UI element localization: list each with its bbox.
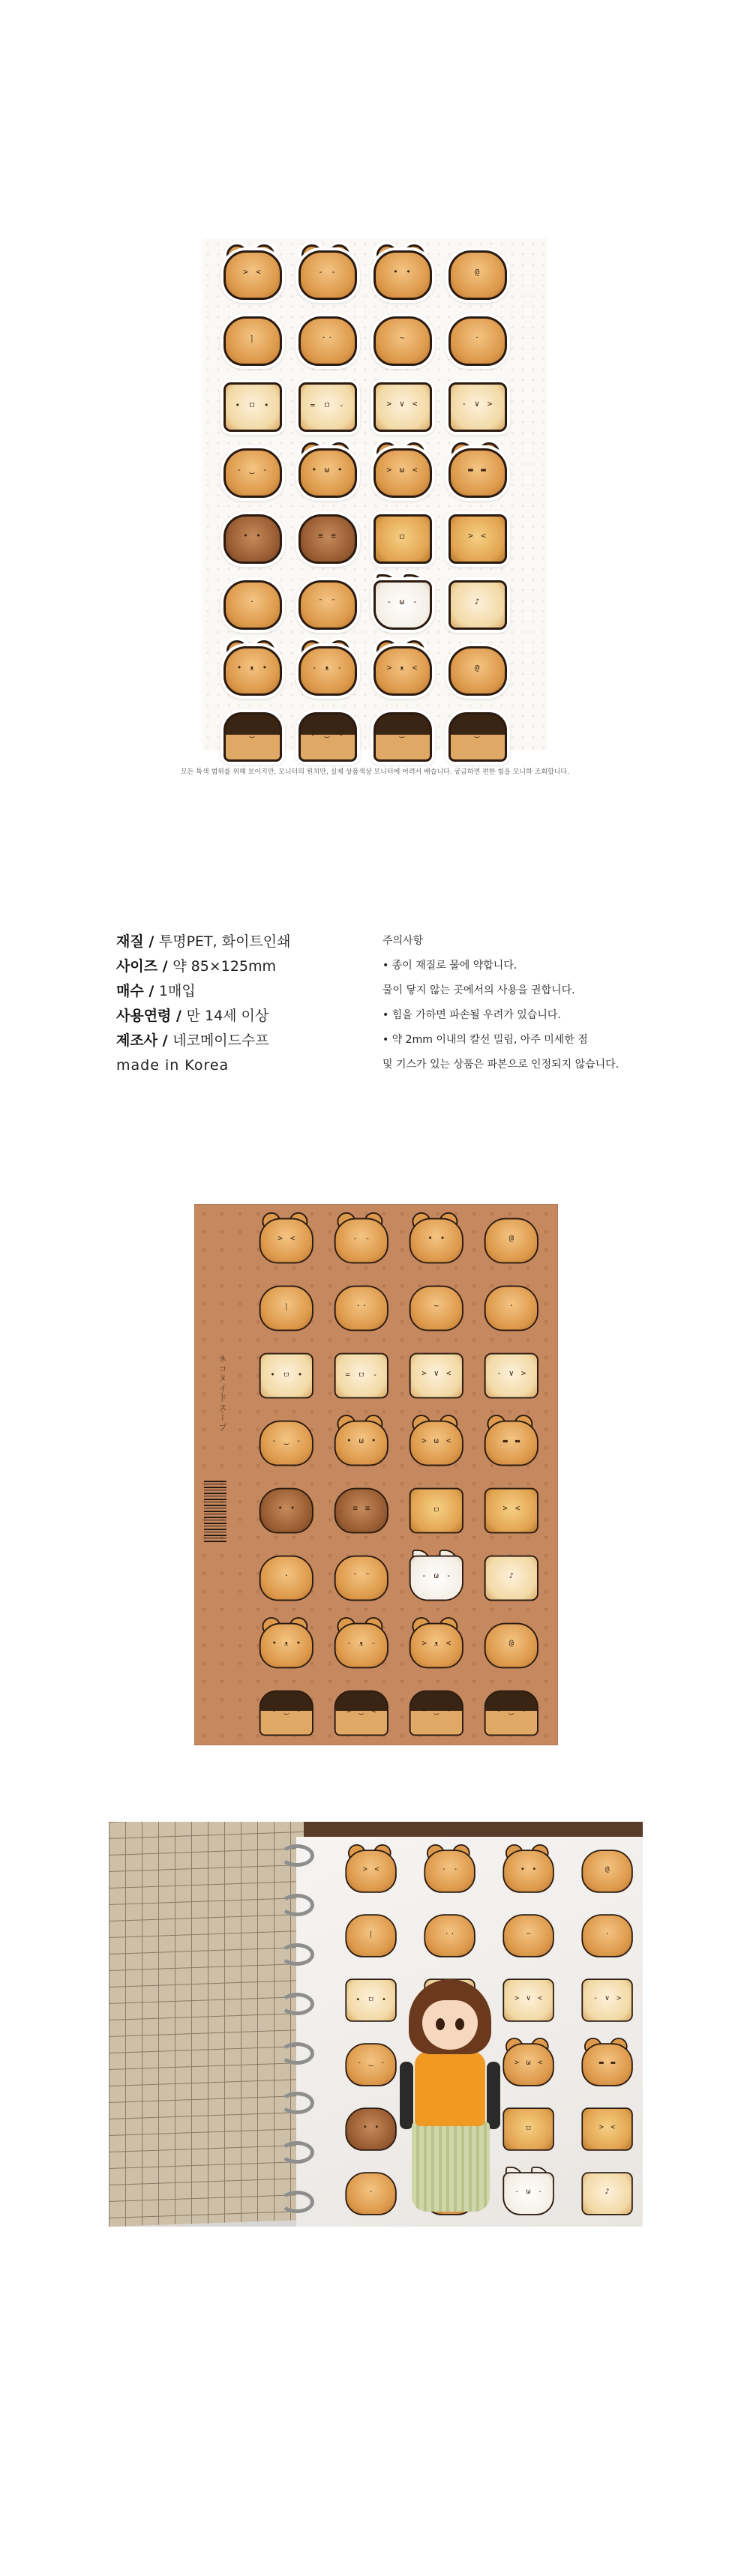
binder-ring: [280, 2092, 314, 2114]
sticker-face: > ᴥ <: [386, 663, 419, 672]
sticker-toast-icon: [444, 376, 507, 430]
sticker-face: - ∨ >: [461, 399, 494, 409]
binder-ring: [280, 2042, 314, 2065]
sticker-face: - ‿ -: [272, 1436, 303, 1445]
sticker-ears-icon: [341, 1844, 398, 1893]
sticker-round-icon: [369, 310, 432, 364]
sticker-face: - ‿ -: [236, 729, 269, 738]
sticker-face: - ‿ -: [461, 729, 494, 738]
sticker-face: ·: [368, 2187, 375, 2196]
sticker-ears-icon: [405, 1415, 465, 1466]
sticker-face: ᵔ ᵔ: [318, 597, 338, 607]
sticker-toast-icon: [480, 1550, 540, 1601]
binder-ring: [280, 1894, 314, 1916]
sticker-round-icon: [255, 1280, 315, 1331]
sticker-dark-icon: [341, 2102, 398, 2151]
sticker-face: ·: [604, 1929, 611, 1938]
sticker-face: ·: [474, 333, 482, 343]
sticker-face: > ∨ <: [422, 1368, 453, 1378]
sticker-face: ~: [399, 333, 406, 343]
sticker-face: ▬ ▬: [598, 2058, 617, 2067]
sticker-face: • ‿ •: [422, 1706, 453, 1715]
sticker-ears-icon: [330, 1617, 390, 1668]
desk-edge-graphic: [304, 1822, 643, 1838]
sticker-toastbrown-icon: [369, 508, 432, 562]
sticker-face: - ∨ >: [496, 1368, 528, 1378]
figurine-arm: [487, 2062, 500, 2129]
sticker-face: • ω •: [311, 465, 344, 475]
binder-ring: [280, 1943, 314, 1966]
sticker-hair-icon: [219, 706, 282, 760]
sticker-face: • ㅁ •: [270, 1370, 304, 1379]
sticker-face: ㅁ: [398, 532, 408, 542]
sticker-round-icon: [480, 1280, 540, 1331]
sticker-face: • ‿ •: [386, 729, 419, 738]
sticker-hair-icon: [444, 706, 507, 760]
sticker-round-icon: [578, 1909, 634, 1957]
sticker-toast-icon: [444, 574, 507, 628]
sticker-face: • ㅁ •: [356, 1994, 388, 2004]
sticker-round-icon: [341, 2038, 398, 2086]
sticker-toastbrown-icon: [499, 2102, 556, 2151]
sticker-hair-icon: [405, 1685, 465, 1736]
sticker-toastbrown-icon: [578, 2102, 634, 2151]
sticker-round-icon: [499, 1909, 556, 1957]
sticker-cat-icon: [405, 1550, 465, 1601]
sticker-round-icon: [444, 640, 507, 694]
sticker-ears-icon: [369, 442, 432, 496]
sticker-toast-icon: [578, 1973, 634, 2022]
sticker-face: • •: [520, 1865, 538, 1874]
sticker-face: - ‿ -: [272, 1706, 303, 1715]
sticker-face: ㅁ: [524, 2123, 534, 2133]
sticker-face: > ∨ <: [386, 399, 419, 409]
sticker-face: > ω <: [514, 2058, 544, 2067]
sticker-toast-icon: [578, 2167, 634, 2215]
sticker-round-icon: [420, 1909, 477, 1957]
sticker-toast-icon: [294, 376, 357, 430]
figurine-shirt: [415, 2051, 485, 2126]
sticker-face: ㅣ: [367, 1930, 376, 1939]
sticker-ears-icon: [255, 1617, 315, 1668]
sticker-face: ♪: [474, 597, 482, 607]
sticker-toast-icon: [341, 1973, 398, 2022]
sticker-hair-icon: [255, 1685, 315, 1736]
sticker-ears-icon: [330, 1415, 390, 1466]
sticker-round-icon: [341, 2167, 398, 2215]
sticker-face: @: [474, 267, 482, 277]
sticker-dark-icon: [255, 1482, 315, 1533]
sticker-ears-icon: [578, 2038, 634, 2086]
sticker-face: - -: [441, 1865, 460, 1874]
sticker-face: > <: [468, 531, 488, 541]
sticker-round-icon: [294, 310, 357, 364]
sticker-face: - ∨ >: [593, 1993, 622, 2002]
sticker-cat-icon: [499, 2167, 556, 2215]
caution-line: 및 기스가 있는 상품은 파본으로 인정되지 않습니다.: [382, 1059, 620, 1071]
sticker-face: • ω •: [346, 1436, 378, 1445]
sticker-hair-icon: [294, 706, 357, 760]
sticker-face: > ‿ <: [311, 729, 344, 738]
figurine-arm: [400, 2062, 413, 2129]
sticker-ears-icon: [255, 1212, 315, 1263]
sticker-face: • •: [362, 2122, 381, 2131]
sticker-face: • •: [243, 531, 262, 541]
sticker-face: ~: [526, 1929, 532, 1938]
sticker-ears-icon: [219, 244, 282, 298]
sticker-face: ♪: [508, 1571, 515, 1580]
sticker-round-icon: [330, 1550, 390, 1601]
sticker-toast-icon: [219, 376, 282, 430]
caution-notes: [382, 928, 698, 1077]
sticker-toastbrown-icon: [480, 1482, 540, 1533]
barcode-graphic: [204, 1481, 226, 1542]
spec-manufacturer: 제조사 / 네코메이드수프: [116, 1032, 269, 1049]
sticker-round-icon: [480, 1617, 540, 1668]
sticker-face: > ᴥ <: [422, 1638, 452, 1648]
sticker-face: > <: [362, 1865, 381, 1874]
sticker-face: ▬ ▬: [502, 1436, 522, 1445]
figurine-eye: [455, 2018, 464, 2030]
sticker-face: ≡ ≡: [318, 531, 338, 541]
caution-line: • 힘을 가하면 파손될 우려가 있습니다.: [382, 1009, 561, 1021]
sticker-ears-icon: [294, 442, 357, 496]
sticker-face: ㅣ: [248, 334, 258, 344]
sticker-hair-icon: [480, 1685, 540, 1736]
spec-size: 사이즈 / 약 85×125mm: [116, 958, 277, 975]
sticker-face: ·: [249, 597, 256, 607]
sticker-face: ≡ ≡: [352, 1503, 372, 1513]
sticker-ears-icon: [294, 244, 357, 298]
sticker-round-icon: [480, 1212, 540, 1263]
sticker-dark-icon: [294, 508, 357, 562]
sticker-face: • •: [278, 1503, 297, 1513]
sticker-face: - ᴥ -: [311, 663, 344, 672]
sticker-face: ·: [508, 1301, 515, 1310]
sticker-ears-icon: [480, 1415, 540, 1466]
product-specs: [116, 930, 364, 1078]
brand-logo-vertical: ネコメイドスープ: [218, 1355, 227, 1433]
sticker-face: ·: [284, 1571, 290, 1580]
sticker-sheet-brown-photo: [195, 1205, 557, 1745]
sticker-round-icon: [219, 442, 282, 496]
sticker-round-icon: [444, 244, 507, 298]
sticker-face: > ω <: [422, 1436, 453, 1445]
sticker-hair-icon: [369, 706, 432, 760]
sticker-face: = ㅁ -: [345, 1370, 380, 1379]
sticker-face: • •: [428, 1233, 447, 1243]
sticker-face: > <: [278, 1233, 297, 1243]
binder-ring: [280, 2141, 314, 2164]
sticker-face: = ㅁ -: [310, 400, 346, 410]
sticker-face: ··: [444, 1929, 457, 1938]
sticker-face: ♪: [604, 2187, 611, 2196]
sticker-sheet-white: [202, 238, 548, 750]
sticker-ears-icon: [405, 1617, 465, 1668]
sticker-ears-icon: [420, 1844, 477, 1893]
sticker-ears-icon: [219, 640, 282, 694]
sticker-face: - -: [352, 1233, 372, 1243]
binder-ring: [280, 1844, 314, 1867]
sticker-toast-icon: [255, 1347, 315, 1398]
sticker-toast-icon: [330, 1347, 390, 1398]
sticker-face: - ω -: [514, 2187, 544, 2196]
sticker-ears-icon: [499, 1844, 556, 1893]
sticker-face: • ᴥ •: [236, 663, 269, 672]
sticker-toast-icon: [405, 1347, 465, 1398]
figurine-eye: [436, 2018, 445, 2030]
sticker-ears-icon: [444, 442, 507, 496]
sticker-face: - ‿ -: [357, 2058, 386, 2067]
caution-title: 주의사항: [382, 935, 424, 947]
binder-photo: [109, 1822, 643, 2227]
sticker-face: @: [508, 1233, 515, 1243]
sticker-face: - ‿ -: [236, 465, 269, 475]
sticker-face: • ㅁ •: [235, 400, 271, 410]
sticker-face: - ‿ -: [496, 1706, 528, 1715]
color-disclaimer-caption: 모든 특색 범위를 위해 보이지만, 모니터의 원치만, 실제 상품색상 모니터에 어려서 배습니다. 궁금하면 편한 힘을 모니하 조회합니다.: [180, 768, 569, 776]
sticker-face: ㅣ: [282, 1302, 292, 1312]
binder-ring: [280, 2191, 314, 2213]
sticker-toast-icon: [369, 376, 432, 430]
sticker-toastbrown-icon: [444, 508, 507, 562]
sticker-face: ᵔ ᵔ: [352, 1571, 372, 1580]
sticker-round-icon: [578, 1844, 634, 1893]
sticker-round-icon: [330, 1280, 390, 1331]
sticker-round-icon: [219, 574, 282, 628]
sticker-ears-icon: [294, 640, 357, 694]
sticker-face: > ω <: [386, 465, 419, 475]
spec-material: 재질 / 투명PET, 화이트인쇄: [116, 933, 291, 950]
caution-line: • 종이 재질로 물에 약합니다.: [382, 960, 518, 972]
sticker-ears-icon: [369, 244, 432, 298]
sticker-face: ··: [356, 1301, 368, 1310]
caution-line: • 약 2mm 이내의 칼선 밀림, 아주 미세한 점: [382, 1034, 588, 1046]
sticker-round-icon: [255, 1415, 315, 1466]
figurine-skirt: [412, 2122, 490, 2212]
sticker-toast-icon: [480, 1347, 540, 1398]
sticker-face: @: [604, 1865, 611, 1874]
sticker-ears-icon: [330, 1212, 390, 1263]
sticker-ears-icon: [499, 2038, 556, 2086]
spec-age: 사용연령 / 만 14세 이상: [116, 1008, 269, 1024]
sticker-face: • ᴥ •: [272, 1638, 302, 1648]
sticker-face: > <: [243, 267, 262, 277]
sticker-dark-icon: [219, 508, 282, 562]
sticker-ears-icon: [369, 640, 432, 694]
figurine-graphic: [394, 1979, 506, 2227]
sticker-face: > ‿ <: [346, 1706, 378, 1715]
sticker-face: > <: [502, 1503, 522, 1513]
sticker-face: > ∨ <: [514, 1993, 544, 2002]
sticker-face: ··: [321, 333, 334, 343]
sticker-toast-icon: [499, 1973, 556, 2022]
sticker-face: ▬ ▬: [468, 465, 488, 475]
sticker-face: - ᴥ -: [346, 1638, 377, 1648]
sticker-ears-icon: [405, 1212, 465, 1263]
binder-rings-graphic: [280, 1829, 310, 2227]
sticker-toastbrown-icon: [405, 1482, 465, 1533]
sticker-round-icon: [341, 1909, 398, 1957]
sticker-face: - ω -: [386, 597, 419, 607]
sticker-round-icon: [294, 574, 357, 628]
sticker-face: - ω -: [422, 1571, 453, 1580]
spec-made-in: made in Korea: [116, 1057, 230, 1074]
sticker-round-icon: [219, 310, 282, 364]
sticker-face: ~: [434, 1301, 440, 1310]
sticker-face: @: [508, 1638, 515, 1648]
caution-line: 물이 닿지 않는 곳에서의 사용을 권합니다.: [382, 984, 575, 996]
sticker-face: > <: [598, 2122, 617, 2131]
sticker-round-icon: [444, 310, 507, 364]
sticker-face: • •: [393, 267, 412, 277]
sticker-hair-icon: [330, 1685, 390, 1736]
sticker-face: - -: [318, 267, 338, 277]
spec-quantity: 매수 / 1매입: [116, 983, 196, 999]
sticker-face: @: [474, 663, 482, 672]
sticker-round-icon: [255, 1550, 315, 1601]
sticker-face: ㅁ: [432, 1505, 442, 1514]
sticker-round-icon: [405, 1280, 465, 1331]
binder-ring: [280, 1993, 314, 2015]
sticker-dark-icon: [330, 1482, 390, 1533]
sticker-cat-icon: [369, 574, 432, 628]
